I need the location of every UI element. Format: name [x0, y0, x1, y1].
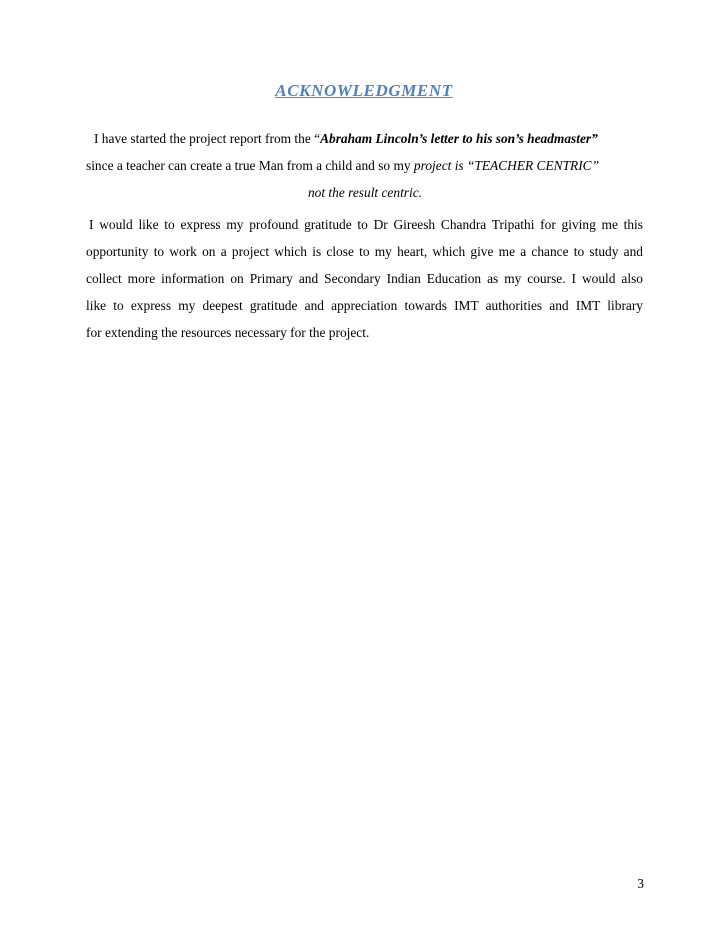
gratitude-line: opportunity to work on a project which is close to my heart, which give me a chance to study and: [86, 244, 643, 259]
intro-line-3: not the result centric.: [307, 185, 423, 200]
page-number: 3: [637, 876, 644, 891]
intro-line-1-emphasis: Abraham Lincoln’s letter to his son’s headmaster”: [320, 131, 598, 146]
intro-line-1-text: I have started the project report from the “: [94, 131, 321, 146]
intro-line-2: [86, 152, 644, 179]
gratitude-line: collect more information on Primary and Secondary Indian Education as my course. I would also: [86, 271, 643, 286]
intro-paragraph: [86, 125, 644, 206]
page-title: ACKNOWLEDGMENT: [275, 81, 453, 100]
gratitude-line: for extending the resources necessary for the project.: [86, 325, 370, 340]
gratitude-paragraph: [86, 211, 643, 346]
intro-line-2-text: since a teacher can create a true Man from a child and so my: [86, 158, 414, 173]
gratitude-line: like to express my deepest gratitude and appreciation towards IMT authorities and IMT library: [86, 298, 643, 313]
intro-line-2-emphasis: project is “TEACHER CENTRIC”: [413, 158, 600, 173]
gratitude-line: I would like to express my profound gratitude to Dr Gireesh Chandra Tripathi for giving me this: [89, 217, 643, 232]
intro-line-1: [86, 125, 644, 152]
